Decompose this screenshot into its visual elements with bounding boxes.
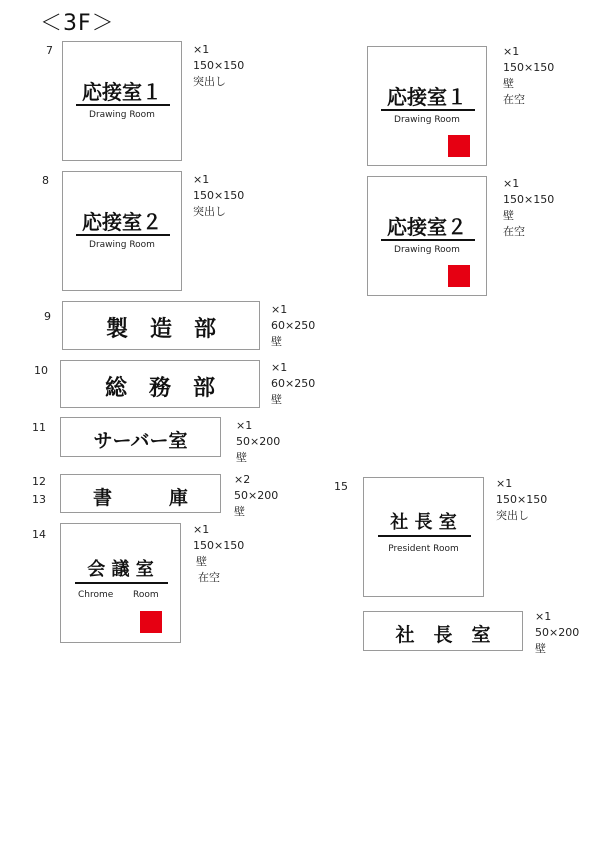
sign-general-affairs-dept	[60, 360, 260, 408]
page-title: ＜3F＞	[40, 11, 115, 36]
sign-english-label-left: Chrome	[78, 590, 114, 600]
sign-number: 12	[32, 475, 46, 488]
sign-underline	[381, 109, 475, 111]
sign-underline	[76, 234, 170, 236]
sign-number: 9	[44, 310, 51, 323]
sign-underline	[378, 535, 471, 537]
sign-number: 7	[46, 44, 53, 57]
vacancy-marker	[448, 135, 470, 157]
spec-size: 50×200	[234, 489, 279, 502]
spec-mount: 壁	[503, 77, 514, 90]
sign-spec	[193, 42, 244, 90]
spec-quantity: ×1	[503, 45, 520, 58]
sign-spec	[271, 302, 315, 350]
spec-size: 50×200	[535, 626, 580, 639]
sign-number: 15	[334, 480, 348, 493]
sign-president-room-projecting	[363, 477, 484, 597]
sign-underline	[75, 582, 168, 584]
sign-english-label: Drawing Room	[89, 110, 155, 120]
spec-size: 60×250	[271, 377, 316, 390]
sign-underline	[76, 104, 170, 106]
sign-meeting-room	[60, 523, 181, 643]
spec-size: 150×150	[193, 539, 245, 552]
sign-english-label: President Room	[388, 544, 459, 554]
spec-quantity: ×1	[271, 303, 288, 316]
sign-japanese-label: サーバー室	[93, 430, 188, 452]
sign-server-room	[60, 417, 221, 457]
sign-japanese-label: 社 長 室	[390, 512, 457, 533]
sign-spec	[234, 472, 278, 520]
sign-japanese-label: 応接室２	[387, 215, 467, 239]
spec-quantity: ×1	[271, 361, 288, 374]
sign-drawing-room-1-projecting	[62, 41, 182, 161]
sign-drawing-room-2-projecting	[62, 171, 182, 291]
spec-mount: 突出し	[193, 75, 226, 88]
sign-japanese-label: 会 議 室	[87, 559, 154, 580]
sign-spec	[236, 418, 280, 466]
sign-english-label-right: Room	[133, 590, 159, 600]
spec-size: 60×250	[271, 319, 316, 332]
sign-spec	[193, 172, 244, 220]
sign-number: 14	[32, 528, 46, 541]
sign-spec	[503, 44, 554, 108]
sign-english-label: Drawing Room	[89, 240, 155, 250]
sign-spec	[271, 360, 315, 408]
sign-japanese-label: 応接室１	[387, 85, 467, 109]
spec-size: 150×150	[503, 193, 555, 206]
spec-quantity: ×1	[193, 43, 210, 56]
spec-mount: 壁	[535, 642, 546, 655]
sign-manufacturing-dept	[62, 301, 260, 350]
vacancy-marker	[140, 611, 162, 633]
spec-quantity: ×1	[236, 419, 253, 432]
sign-english-label: Drawing Room	[394, 245, 460, 255]
sign-japanese-label: 製 造 部	[105, 317, 216, 342]
spec-vacancy: 在空	[503, 93, 525, 106]
spec-quantity: ×1	[496, 477, 513, 490]
spec-size: 150×150	[503, 61, 555, 74]
spec-size: 150×150	[193, 59, 245, 72]
spec-mount: 壁	[503, 209, 514, 222]
sign-japanese-label: 総 務 部	[104, 376, 215, 401]
sign-number: 8	[42, 174, 49, 187]
spec-mount: 突出し	[193, 205, 226, 218]
spec-vacancy: 在空	[198, 571, 220, 584]
spec-mount: 突出し	[496, 509, 529, 522]
spec-quantity: ×1	[193, 523, 210, 536]
sign-japanese-label: 社 長 室	[395, 624, 491, 646]
sign-number: 11	[32, 421, 46, 434]
spec-quantity: ×2	[234, 473, 251, 486]
sign-spec	[496, 476, 547, 524]
sign-japanese-label: 応接室２	[82, 210, 162, 234]
spec-size: 150×150	[193, 189, 245, 202]
spec-size: 150×150	[496, 493, 548, 506]
spec-mount: 壁	[196, 555, 207, 568]
sign-spec	[535, 609, 579, 657]
spec-mount: 壁	[234, 505, 245, 518]
spec-quantity: ×1	[503, 177, 520, 190]
sign-president-room-wall	[363, 611, 523, 651]
sign-spec	[193, 522, 244, 586]
spec-quantity: ×1	[193, 173, 210, 186]
sign-english-label: Drawing Room	[394, 115, 460, 125]
spec-mount: 壁	[271, 393, 282, 406]
spec-mount: 壁	[236, 451, 247, 464]
sign-underline	[381, 239, 475, 241]
vacancy-marker	[448, 265, 470, 287]
sign-japanese-label: 応接室１	[82, 80, 162, 104]
sign-archive-room	[60, 474, 221, 513]
spec-quantity: ×1	[535, 610, 552, 623]
sign-number: 10	[34, 364, 48, 377]
spec-vacancy: 在空	[503, 225, 525, 238]
sign-number: 13	[32, 493, 46, 506]
sign-japanese-label: 書 庫	[92, 487, 188, 509]
sign-drawing-room-1-wall	[367, 46, 487, 166]
spec-mount: 壁	[271, 335, 282, 348]
sign-spec	[503, 176, 554, 240]
sign-drawing-room-2-wall	[367, 176, 487, 296]
spec-size: 50×200	[236, 435, 281, 448]
